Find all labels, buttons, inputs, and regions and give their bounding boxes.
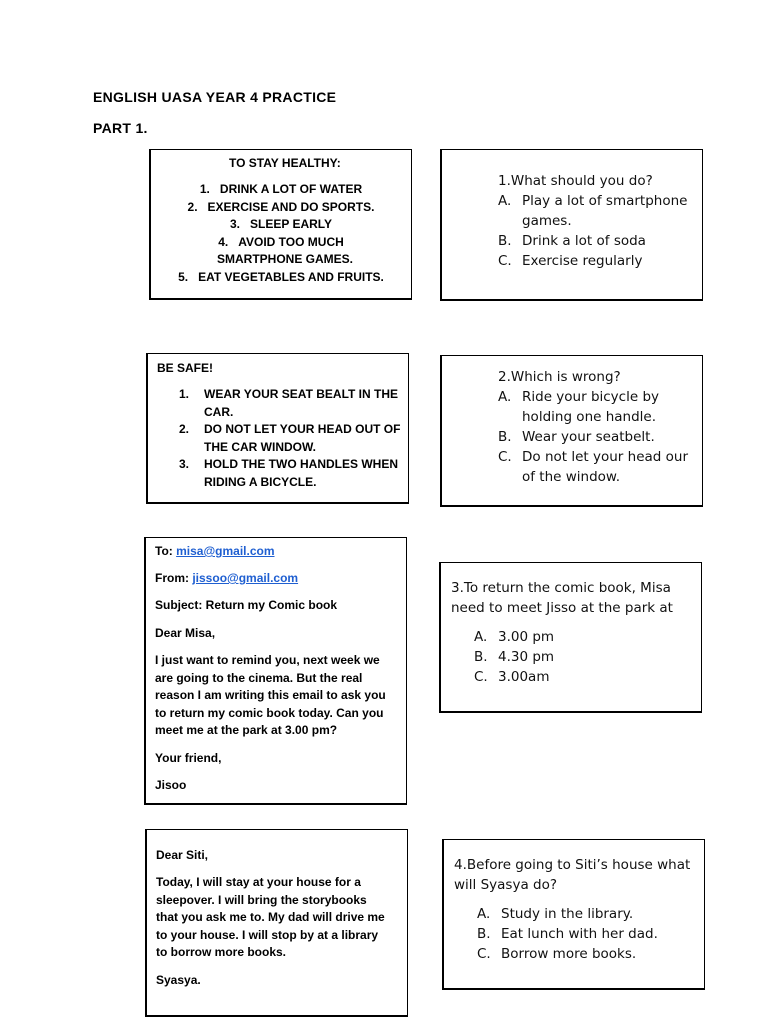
option-b[interactable]: B. Wear your seatbelt.: [498, 429, 655, 445]
option-a[interactable]: A. Study in the library.: [477, 906, 634, 922]
option-a[interactable]: A. Ride your bicycle by: [498, 389, 660, 405]
option-c[interactable]: C. Borrow more books.: [477, 946, 637, 962]
option-b[interactable]: B. 4.30 pm: [474, 649, 555, 665]
healthy-notice-box: [149, 149, 412, 300]
page-title: ENGLISH UASA YEAR 4 PRACTICE: [93, 89, 337, 105]
notice-item: 1. DRINK A LOT OF WATER: [199, 182, 363, 196]
notice-heading: BE SAFE!: [157, 361, 214, 375]
question-text: 3.To return the comic book, Misa need to meet Jisso at the park at: [451, 580, 673, 616]
email-to-link[interactable]: misa@gmail.com: [176, 544, 275, 558]
email-body: I just want to remind you, next week we are going to the cinema. But the real reason I am writing this email to ask you to return my comic book today. Can you meet me at the park at 3.00 pm?: [155, 653, 386, 737]
option-a[interactable]: A. Play a lot of smartphone: [498, 193, 688, 209]
option-b[interactable]: B. Drink a lot of soda: [498, 233, 646, 249]
letter-box: [145, 829, 408, 1017]
letter-signature: Syasya.: [156, 973, 201, 987]
email-box: [144, 537, 407, 805]
notice-item: 3. SLEEP EARLY: [229, 217, 333, 231]
letter-body: Today, I will stay at your house for a sleepover. I will bring the storybooks that you ask me to. My dad will drive me to your house. I will stop by at a library to borrow more books.: [156, 875, 385, 959]
letter-greeting: Dear Siti,: [156, 848, 209, 862]
email-signature: Jisoo: [155, 778, 187, 792]
option-c-continued: of the window.: [522, 469, 621, 485]
notice-item: SMARTPHONE GAMES.: [216, 252, 353, 266]
notice-item: 2. DO NOT LET YOUR HEAD OUT OF: [179, 422, 401, 436]
notice-item-continued: RIDING A BICYCLE.: [204, 474, 317, 489]
question-4-box: [442, 839, 705, 990]
option-c[interactable]: C. Do not let your head our: [498, 449, 688, 465]
option-c[interactable]: C. 3.00am: [474, 669, 550, 685]
notice-item: 2. EXERCISE AND DO SPORTS.: [187, 199, 375, 214]
question-3-box: [439, 562, 702, 713]
question-text: 2.Which is wrong?: [498, 369, 621, 385]
part-label: PART 1.: [93, 120, 148, 136]
email-to: To: misa@gmail.com: [155, 544, 275, 558]
notice-item: 4. AVOID TOO MUCH: [218, 234, 344, 249]
notice-item: 3. HOLD THE TWO HANDLES WHEN: [179, 457, 398, 471]
question-1-box: [440, 149, 703, 301]
email-closing: Your friend,: [155, 751, 222, 765]
notice-item: 5. EAT VEGETABLES AND FRUITS.: [178, 269, 384, 284]
notice-item: 1. WEAR YOUR SEAT BEALT IN THE: [179, 387, 399, 401]
email-from: From: jissoo@gmail.com: [155, 571, 299, 585]
option-c[interactable]: C. Exercise regularly: [498, 253, 643, 269]
notice-heading: TO STAY HEALTHY:: [229, 156, 341, 170]
option-b[interactable]: B. Eat lunch with her dad.: [477, 926, 658, 942]
email-subject: Subject: Return my Comic book: [155, 598, 338, 612]
question-text: 1.What should you do?: [498, 173, 653, 189]
question-text: 4.Before going to Siti’s house what will Syasya do?: [454, 857, 691, 893]
email-greeting: Dear Misa,: [155, 626, 216, 640]
question-2-box: [440, 355, 703, 507]
option-a-continued: games.: [522, 213, 572, 229]
safety-notice-box: [146, 353, 409, 504]
email-from-link[interactable]: jissoo@gmail.com: [192, 571, 299, 585]
option-a[interactable]: A. 3.00 pm: [474, 629, 555, 645]
notice-item-continued: THE CAR WINDOW.: [204, 439, 316, 454]
option-a-continued: holding one handle.: [522, 409, 657, 425]
notice-item-continued: CAR.: [204, 404, 234, 419]
